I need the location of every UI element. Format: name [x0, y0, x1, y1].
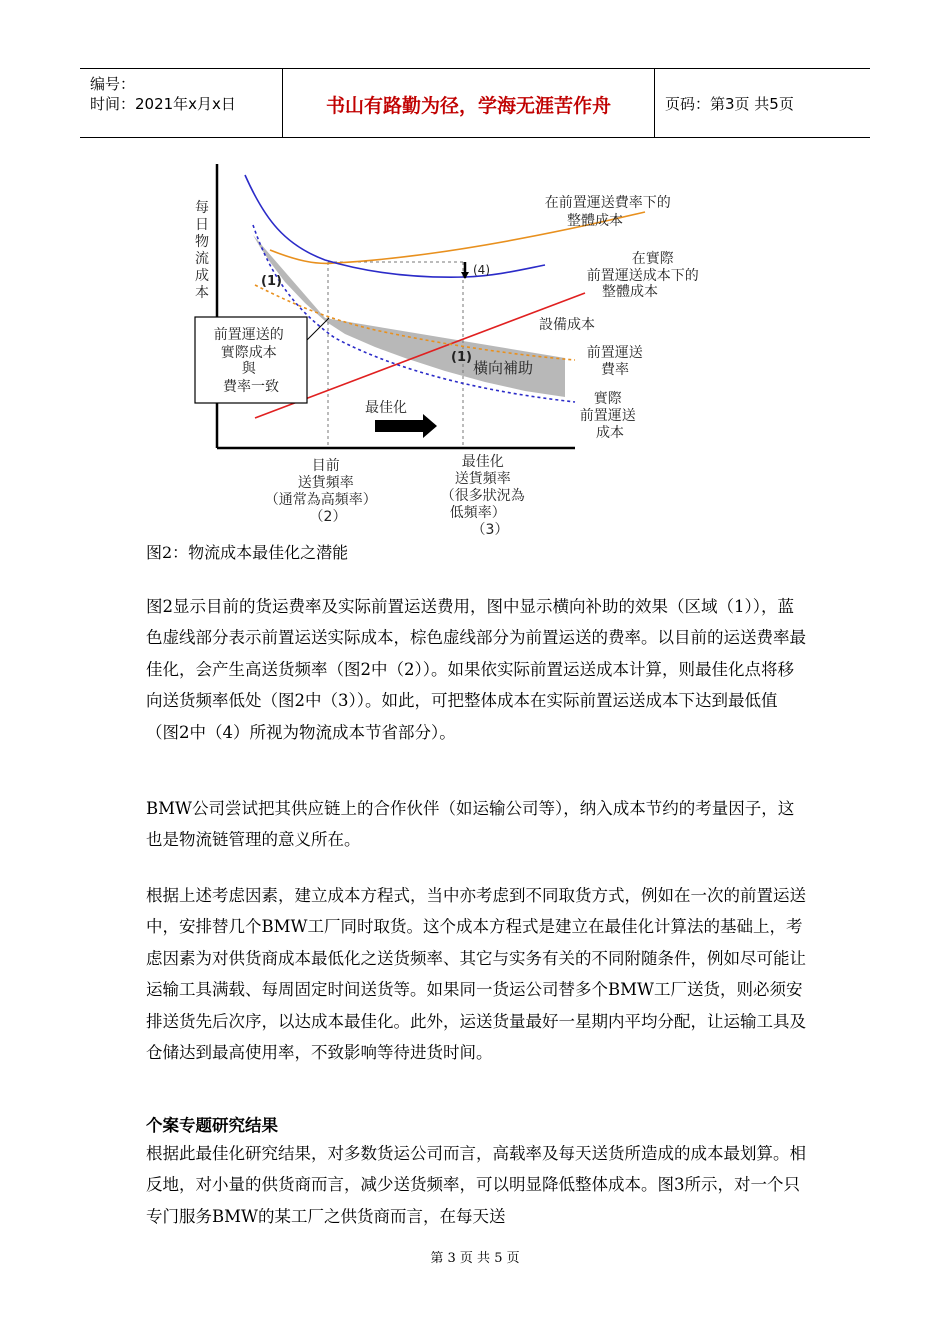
y-axis-label-char: 成	[195, 268, 209, 284]
label-line: 前置運送	[579, 408, 636, 424]
date-label: 时间：2021年x月x日	[90, 95, 236, 113]
lead-rate-label	[587, 345, 647, 378]
paragraph-case-results: 根据此最佳化研究结果，对多数货运公司而言，高载率及每天送货所造成的成本最划算。相反地，对小量的供货商而言，减少送货频率，可以明显降低整体成本。图3所示，对一个只专门服务BMW的某工厂之供货商而言，在每天送	[146, 1144, 806, 1226]
region-right-label: (1)	[451, 350, 472, 365]
total-cost-at-rate-label	[545, 194, 675, 229]
equipment-cost-label: 設備成本	[539, 317, 595, 333]
label-line: 實際	[593, 391, 622, 407]
y-axis-label-char: 流	[195, 251, 209, 267]
logistics-cost-figure	[175, 150, 735, 540]
figure-svg	[175, 150, 735, 540]
callout-line: 與	[241, 361, 256, 377]
total-cost-actual-label	[587, 251, 703, 300]
paragraph-figure-explanation: 图2显示目前的货运费率及实际前置运送费用，图中显示横向补助的效果（区域（1）），蓝色虚线部分表示前置运送实际成本，棕色虚线部分为前置运送的费率。以目前的运送费率最佳化，会产生高送货频率（图2中（2））。如果依实际前置运送成本计算，则最佳化点将移向送货频率低处（图2中（3））。如此，可把整体成本在实际前置运送成本下达到最低值（图2中（4）所视为物流成本节省部分）。	[146, 597, 806, 742]
callout-line: 前置運送的	[213, 327, 284, 343]
callout-line: 費率一致	[223, 379, 279, 395]
y-axis-label-char: 本	[195, 285, 209, 301]
x-current-label	[265, 458, 381, 525]
label-line: （2）	[309, 509, 347, 525]
y-axis-label-char: 物	[195, 234, 209, 250]
paragraph-bmw-partners: BMW公司尝试把其供应链上的合作伙伴（如运输公司等），纳入成本节约的考量因子，这也是物流链管理的意义所在。	[146, 799, 795, 850]
label-line: （通常為高頻率）	[264, 492, 377, 508]
label-line: 前置運送	[586, 345, 643, 361]
figure-caption: 图2：物流成本最佳化之潜能	[146, 543, 349, 562]
header-meta-cell	[80, 69, 283, 137]
label-line: （3）	[471, 522, 509, 538]
header-motto-cell	[283, 69, 655, 137]
callout-line: 實際成本	[220, 345, 277, 361]
y-axis-label-char: 日	[195, 217, 209, 233]
page-number-label: 页码：第3页 共5页	[665, 95, 794, 113]
region-left-label: (1)	[261, 274, 282, 289]
code-label: 编号：	[90, 75, 136, 93]
label-line: 低頻率）	[449, 505, 506, 521]
optimize-arrow-label: 最佳化	[365, 400, 407, 416]
page-header	[80, 68, 870, 138]
header-page-cell	[655, 69, 870, 137]
cross-subsidy-label: 橫向補助	[473, 359, 534, 377]
label-line: 最佳化	[461, 454, 504, 470]
label-line: 在實際	[631, 251, 674, 267]
y-axis-label-char: 每	[195, 200, 209, 216]
label-line: 整體成本	[602, 284, 658, 300]
label-line: 在前置運送費率下的	[544, 195, 671, 211]
label-line: 費率	[601, 362, 629, 378]
label-line: 目前	[311, 458, 340, 474]
optimize-arrow	[375, 414, 437, 438]
motto: 书山有路勤为径，学海无涯苦作舟	[325, 95, 611, 117]
x-optimal-label	[441, 453, 529, 538]
y-axis-label	[195, 200, 209, 301]
actual-lead-cost-label	[580, 391, 640, 441]
section-heading: 个案专题研究结果	[146, 1116, 278, 1135]
paragraph-cost-equation: 根据上述考虑因素，建立成本方程式，当中亦考虑到不同取货方式，例如在一次的前置运送中，安排替几个BMW工厂同时取货。这个成本方程式是建立在最佳化计算法的基础上，考虑因素为对供货商成本最低化之送货频率、其它与实务有关的不同附随条件，例如尽可能让运输工具满载、每周固定时间送货等。如果同一货运公司替多个BMW工厂送货，则必须安排送货先后次序，以达成本最佳化。此外，运送货量最好一星期内平均分配，让运输工具及仓储达到最高使用率，不致影响等待进货时间。	[146, 886, 806, 1063]
savings-marker-arrow	[461, 272, 469, 279]
label-line: 整體成本	[567, 213, 623, 229]
label-line: 送貨頻率	[454, 471, 511, 487]
page-footer: 第 3 页 共 5 页	[430, 1251, 520, 1266]
savings-label: (4)	[473, 263, 490, 277]
callout-pointer	[307, 318, 329, 340]
label-line: 送貨頻率	[297, 475, 354, 491]
label-line: 前置運送成本下的	[586, 268, 699, 284]
label-line: （很多狀況為	[440, 488, 525, 504]
label-line: 成本	[596, 425, 624, 441]
